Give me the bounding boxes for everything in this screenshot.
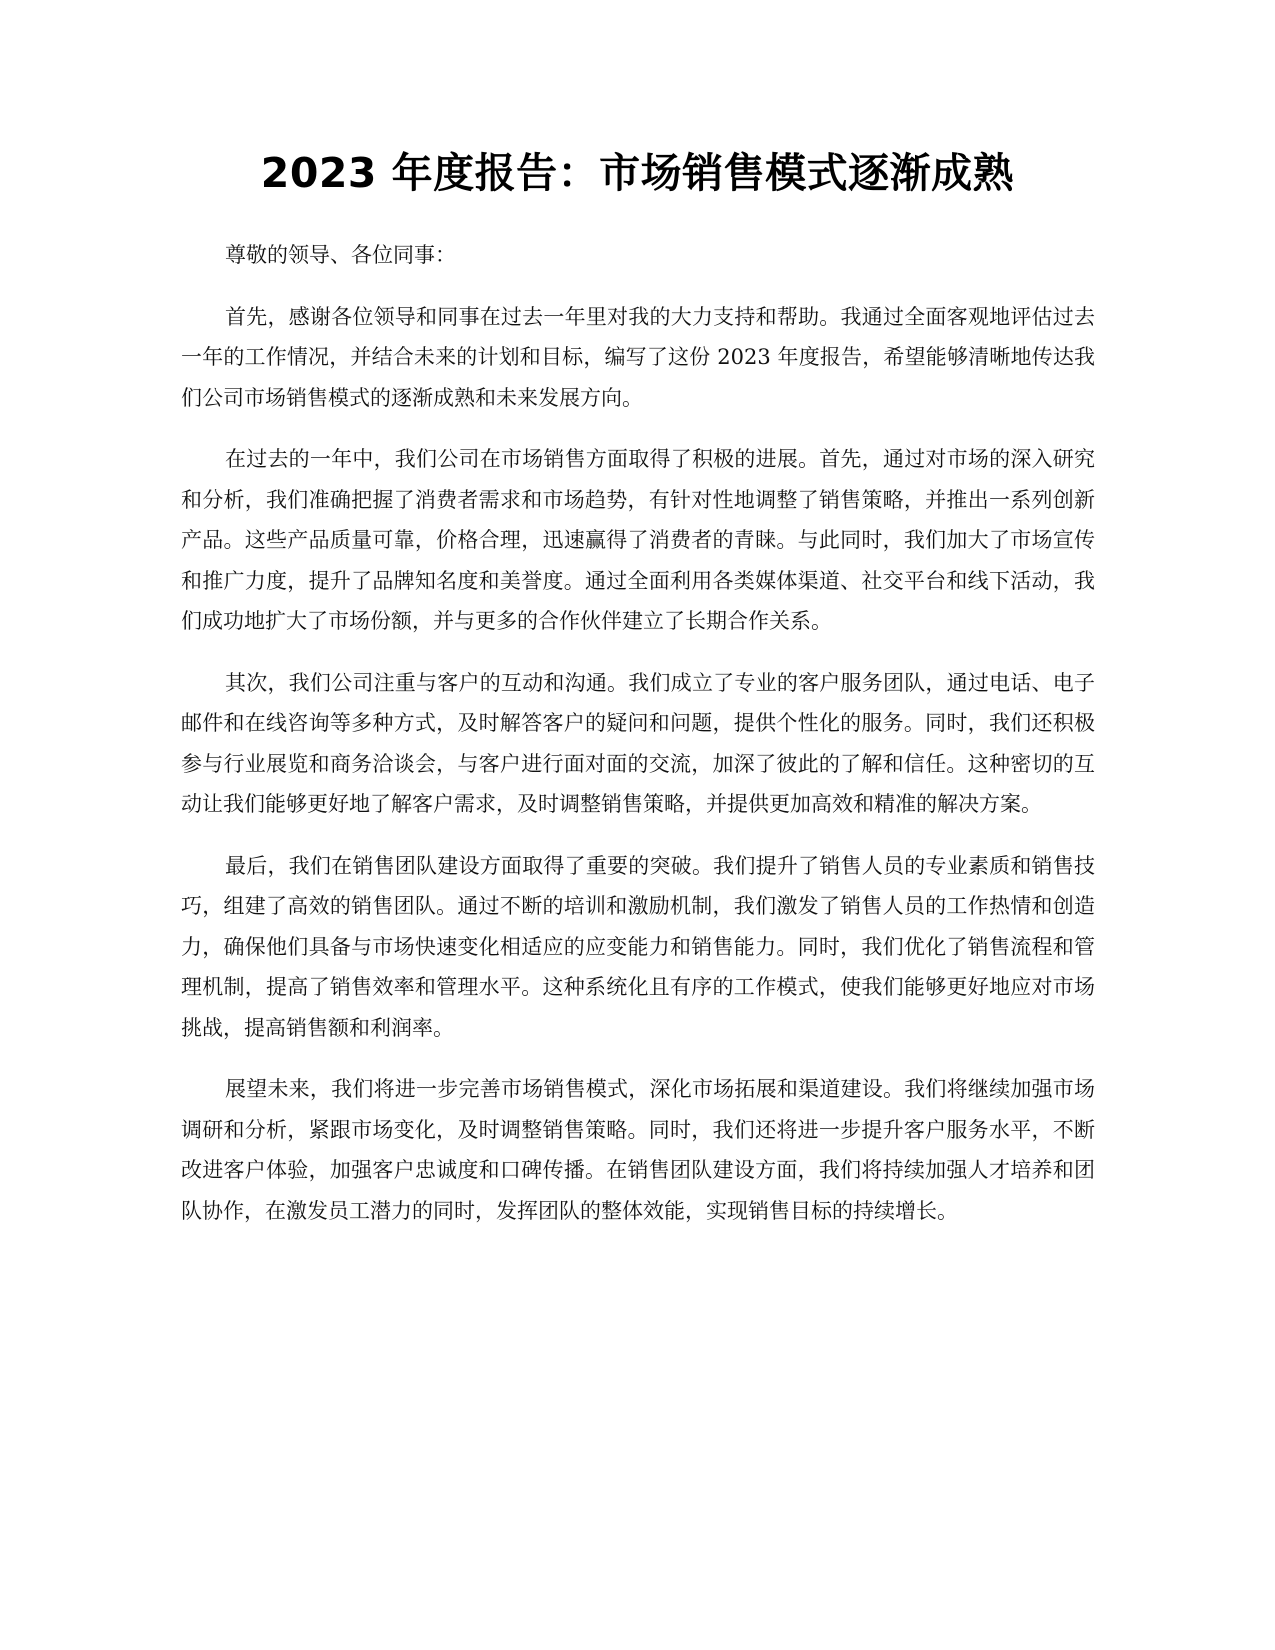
paragraph-sales-team: 最后，我们在销售团队建设方面取得了重要的突破。我们提升了销售人员的专业素质和销售技巧，组建了高效的销售团队。通过不断的培训和激励机制，我们激发了销售人员的工作热情和创造力，确保他们具备与市场快速变化相适应的应变能力和销售能力。同时，我们优化了销售流程和管理机制，提高了销售效率和管理水平。这种系统化且有序的工作模式，使我们能够更好地应对市场挑战，提高销售额和利润率。 [181,853,1095,1040]
paragraph-intro: 首先，感谢各位领导和同事在过去一年里对我的大力支持和帮助。我通过全面客观地评估过去一年的工作情况，并结合未来的计划和目标，编写了这份 2023 年度报告，希望能够清晰地传达我们公司市场销售模式的逐渐成熟和未来发展方向。 [181,304,1095,410]
page-title: 2023 年度报告：市场销售模式逐渐成熟 [260,149,1015,197]
document-body [181,235,1095,1252]
paragraph-outlook: 展望未来，我们将进一步完善市场销售模式，深化市场拓展和渠道建设。我们将继续加强市场调研和分析，紧跟市场变化，及时调整销售策略。同时，我们还将进一步提升客户服务水平，不断改进客户体验，加强客户忠诚度和口碑传播。在销售团队建设方面，我们将持续加强人才培养和团队协作，在激发员工潜力的同时，发挥团队的整体效能，实现销售目标的持续增长。 [181,1077,1095,1223]
paragraph-market-progress: 在过去的一年中，我们公司在市场销售方面取得了积极的进展。首先，通过对市场的深入研究和分析，我们准确把握了消费者需求和市场趋势，有针对性地调整了销售策略，并推出一系列创新产品。这些产品质量可靠，价格合理，迅速赢得了消费者的青睐。与此同时，我们加大了市场宣传和推广力度，提升了品牌知名度和美誉度。通过全面利用各类媒体渠道、社交平台和线下活动，我们成功地扩大了市场份额，并与更多的合作伙伴建立了长期合作关系。 [181,447,1095,633]
paragraph-customer-interaction: 其次，我们公司注重与客户的互动和沟通。我们成立了专业的客户服务团队，通过电话、电子邮件和在线咨询等多种方式，及时解答客户的疑问和问题，提供个性化的服务。同时，我们还积极参与行业展览和商务洽谈会，与客户进行面对面的交流，加深了彼此的了解和信任。这种密切的互动让我们能够更好地了解客户需求，及时调整销售策略，并提供更加高效和精准的解决方案。 [181,670,1095,816]
greeting: 尊敬的领导、各位同事： [225,243,456,267]
